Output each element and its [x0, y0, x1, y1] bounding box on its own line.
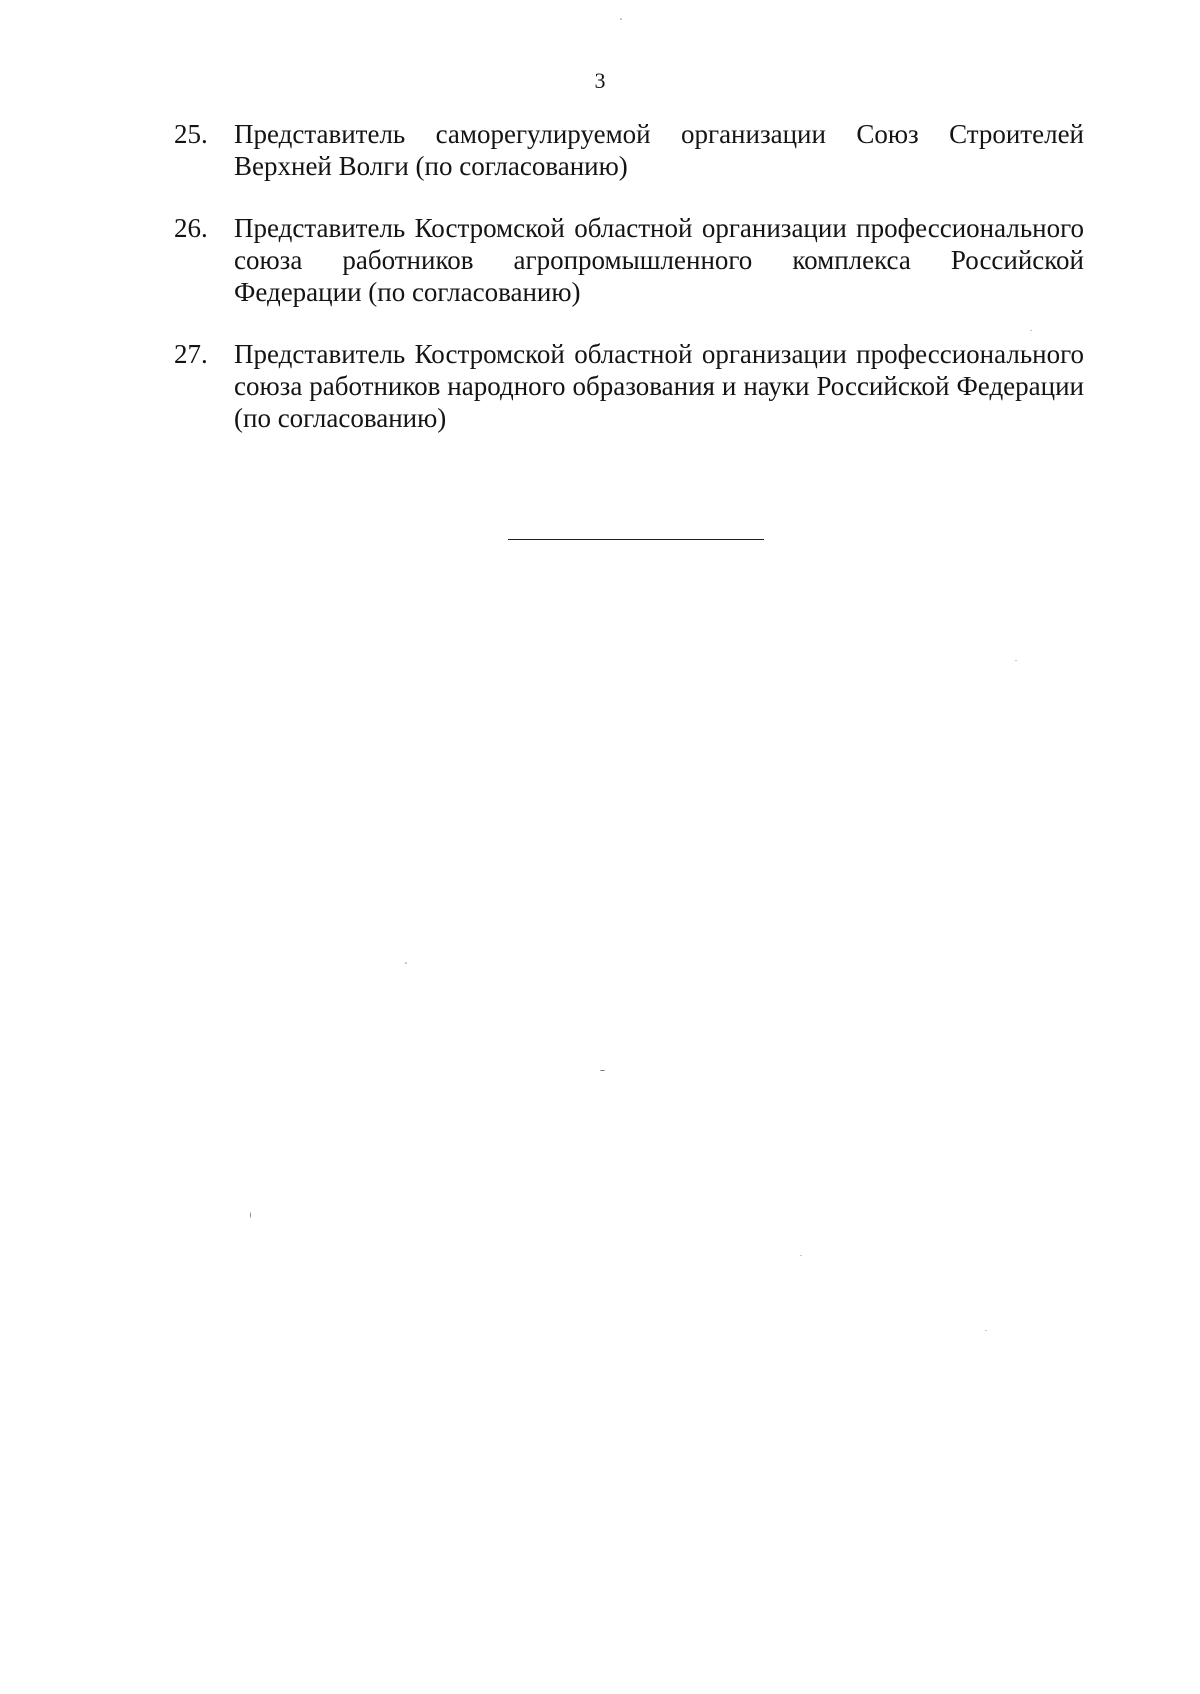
- list-item: [174, 118, 1084, 182]
- list-item: [174, 212, 1084, 308]
- item-number: 25.: [174, 119, 208, 149]
- scan-speck: [800, 1255, 802, 1256]
- list-item: [174, 338, 1084, 434]
- item-number: 27.: [174, 339, 208, 369]
- scan-speck: [250, 1212, 251, 1218]
- scan-speck: [1015, 660, 1017, 661]
- member-list: [174, 118, 1084, 464]
- item-text: Представитель Костромской областной организации профессионального союза работников агропромышленного комплекса Российской Федерации (по согласованию): [234, 213, 1084, 307]
- scan-speck: [985, 1330, 987, 1331]
- item-number: 26.: [174, 213, 208, 243]
- page-number: 3: [594, 68, 606, 93]
- item-text: Представитель саморегулируемой организации Союз Строителей Верхней Волги (по согласованию): [234, 119, 1084, 181]
- scan-speck: [1030, 330, 1032, 331]
- scan-speck: [620, 18, 622, 20]
- scan-speck: [405, 962, 407, 964]
- scan-speck: [600, 1070, 605, 1071]
- end-separator-line: [508, 539, 764, 540]
- item-text: Представитель Костромской областной организации профессионального союза работников народного образования и науки Российской Федерации (по согласованию): [234, 339, 1084, 433]
